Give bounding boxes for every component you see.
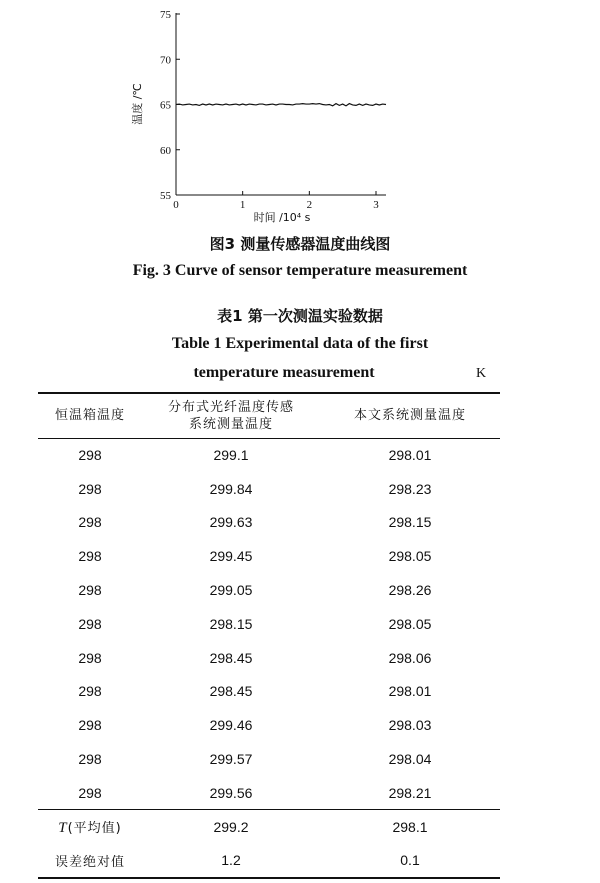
x-tick-label: 1 (239, 199, 246, 211)
cell: 298.05 (388, 548, 432, 565)
table-row (38, 539, 500, 573)
cell: 298.21 (388, 784, 432, 801)
cell: 298.03 (388, 717, 432, 734)
cell: 298 (78, 447, 102, 464)
x-ticks (173, 191, 379, 211)
table-header-row (38, 393, 500, 438)
cell: 298 (78, 649, 102, 666)
table-row (38, 573, 500, 607)
table-caption-en-line1: Table 1 Experimental data of the first (171, 335, 429, 352)
y-tick-label: 65 (160, 99, 171, 112)
y-tick-label: 70 (160, 54, 171, 67)
series-line (176, 104, 386, 106)
x-tick-label: 0 (173, 199, 179, 211)
mean-symbol: T (58, 820, 68, 837)
table-row (38, 742, 500, 776)
cell: 298.15 (209, 615, 253, 632)
figure-caption-zh: 图3 测量传感器温度曲线图 (209, 235, 391, 253)
cell: 298.01 (388, 447, 432, 464)
cell: 299.05 (209, 582, 253, 599)
y-tick-label: 55 (160, 190, 171, 202)
cell: 298 (78, 514, 102, 531)
table-row (38, 472, 500, 506)
cell: 299.1 (213, 447, 249, 464)
table-unit: K (476, 366, 487, 381)
cell: 298.45 (209, 683, 253, 700)
cell: 298 (78, 683, 102, 700)
mean-label-text: (平均值) (67, 821, 122, 837)
error-label: 误差绝对值 (54, 854, 125, 870)
y-axis-label: 温度 /℃ (131, 83, 144, 125)
cell: 298 (78, 548, 102, 565)
cell: 298.05 (388, 615, 432, 632)
header-col2-line1: 分布式光纤温度传感 (167, 399, 294, 415)
y-tick-label: 60 (160, 144, 171, 157)
header-fiber-sensor-temperature (142, 393, 320, 438)
cell: 298 (78, 480, 102, 497)
cell: 1.2 (221, 852, 241, 869)
cell: 299.56 (209, 784, 253, 801)
cell: 298.06 (388, 649, 432, 666)
y-ticks (160, 9, 180, 202)
error-row (38, 844, 500, 878)
cell: 298.26 (388, 582, 432, 599)
cell: 0.1 (400, 852, 420, 869)
x-tick-label: 3 (373, 199, 379, 211)
temperature-chart (0, 0, 600, 232)
y-tick-label: 75 (160, 9, 171, 21)
mean-row (38, 810, 500, 844)
mean-label (38, 810, 142, 844)
table-row (38, 675, 500, 709)
cell: 298 (78, 751, 102, 768)
cell: 299.57 (209, 751, 253, 768)
table-caption-zh: 表1 第一次测温实验数据 (217, 307, 383, 325)
cell: 298.01 (388, 683, 432, 700)
cell: 298.15 (388, 514, 432, 531)
cell: 298.1 (392, 819, 428, 836)
header-chamber-temperature: 恒温箱温度 (54, 408, 125, 424)
header-col2-line2: 系统测量温度 (188, 416, 273, 432)
x-axis-label: 时间 /10⁴ s (253, 211, 311, 224)
cell: 299.46 (209, 717, 253, 734)
cell: 299.2 (213, 819, 249, 836)
table-caption-en-line2: temperature measurement (193, 364, 375, 381)
cell: 298 (78, 582, 102, 599)
cell: 298.04 (388, 751, 432, 768)
table-row (38, 506, 500, 540)
x-tick-label: 2 (306, 199, 313, 211)
table-row (38, 776, 500, 810)
cell: 298 (78, 784, 102, 801)
table-row (38, 708, 500, 742)
data-table (38, 392, 500, 879)
table-row (38, 607, 500, 641)
cell: 298.23 (388, 480, 432, 497)
table-row (38, 438, 500, 472)
figure-caption-en: Fig. 3 Curve of sensor temperature measurement (132, 262, 468, 279)
cell: 298.45 (209, 649, 253, 666)
cell: 299.63 (209, 514, 253, 531)
cell: 298 (78, 717, 102, 734)
header-system-temperature: 本文系统测量温度 (353, 408, 466, 424)
cell: 299.84 (209, 480, 253, 497)
cell: 299.45 (209, 548, 253, 565)
cell: 298 (78, 615, 102, 632)
table-row (38, 641, 500, 675)
